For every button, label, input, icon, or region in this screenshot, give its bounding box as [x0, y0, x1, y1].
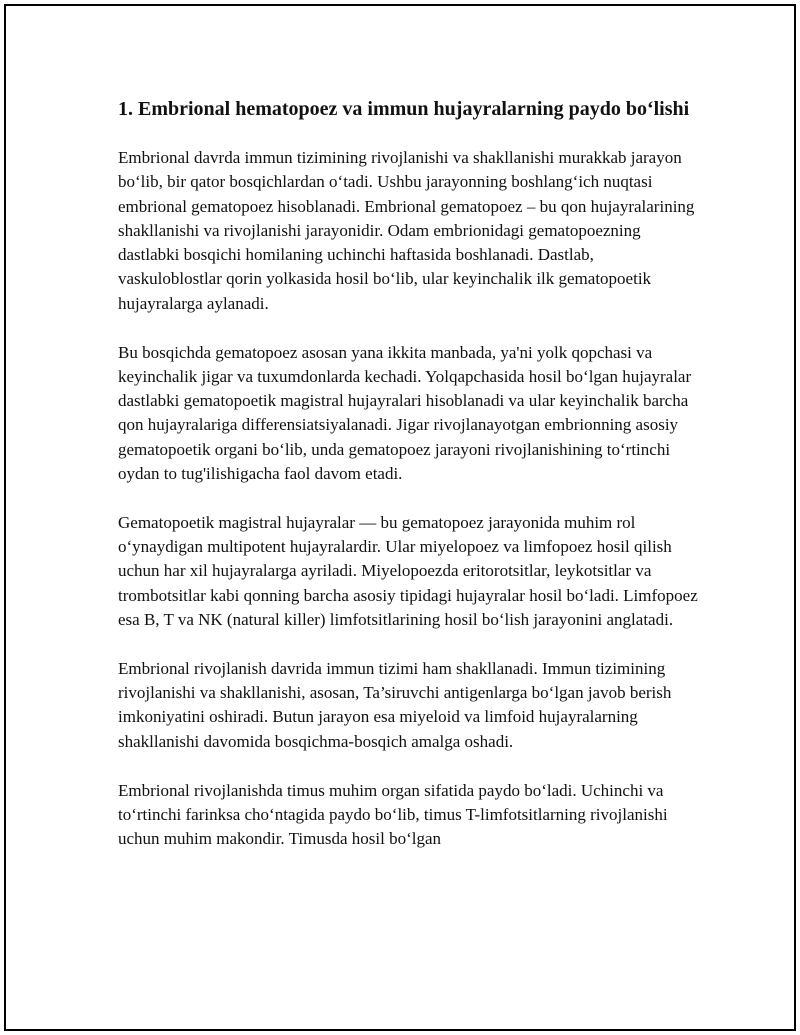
paragraph-3: Gematopoetik magistral hujayralar — bu gematopoez jarayonida muhim rol o‘ynaydigan multipotent hujayralardir. Ular miyelopoez va limfopoez hosil qilish uchun har xil hujayralarga ayriladi. Miyelopoezda eritorotsitlar, leykotsitlar va trombotsitlar kabi qonning barcha asosiy tipidagi hujayralar hosil bo‘ladi. Limfopoez esa B, T va NK (natural killer) limfotsitlarining hosil bo‘lish jarayonini anglatadi. — [118, 512, 698, 630]
paragraph-2: Bu bosqichda gematopoez asosan yana ikkita manbada, ya'ni yolk qopchasi va keyinchalik jigar va tuxumdonlarda kechadi. Yolqapchasida hosil bo‘lgan hujayralar dastlabki gematopoetik magistral hujayralari hisoblanadi va ular keyinchalik barcha qon hujayralariga differensiatsiyalanadi. Jigar rivojlanayotgan embrionning asosiy gematopoetik organi bo‘lib, unda gematopoez jarayoni rivojlanishining to‘rtinchi oydan to tug'ilishigacha faol davom etadi. — [118, 342, 692, 484]
document-body — [118, 95, 698, 876]
paragraph-4: Embrional rivojlanish davrida immun tizimi ham shakllanadi. Immun tizimining rivojlanishi va shakllanishi, asosan, Ta’siruvchi antigenlarga bo‘lgan javob berish imkoniyatini oshiradi. Butun jarayon esa miyeloid va limfoid hujayralarning shakllanishi davomida bosqichma-bosqich amalga oshadi. — [118, 658, 672, 751]
section-heading: 1. Embrional hematopoez va immun hujayralarning paydo bo‘lishi — [118, 98, 690, 120]
paragraph-1: Embrional davrda immun tizimining rivojlanishi va shakllanishi murakkab jarayon bo‘lib, bir qator bosqichlardan o‘tadi. Ushbu jarayonning boshlang‘ich nuqtasi embrional gematopoez hisoblanadi. Embrional gematopoez – bu qon hujayralarining shakllanishi va rivojlanishi jarayonidir. Odam embrionidagi gematopoezning dastlabki bosqichi homilaning uchinchi haftasida boshlanadi. Dastlab, vaskuloblostlar qorin yolkasida hosil bo‘lib, ular keyinchalik ilk gematopoetik hujayralarga aylanadi. — [118, 148, 695, 313]
paragraph-5: Embrional rivojlanishda timus muhim organ sifatida paydo bo‘ladi. Uchinchi va to‘rtinchi farinksa cho‘ntagida paydo bo‘lib, timus T-limfotsitlarning rivojlanishi uchun muhim makondir. Timusda hosil bo‘lgan — [118, 780, 668, 849]
